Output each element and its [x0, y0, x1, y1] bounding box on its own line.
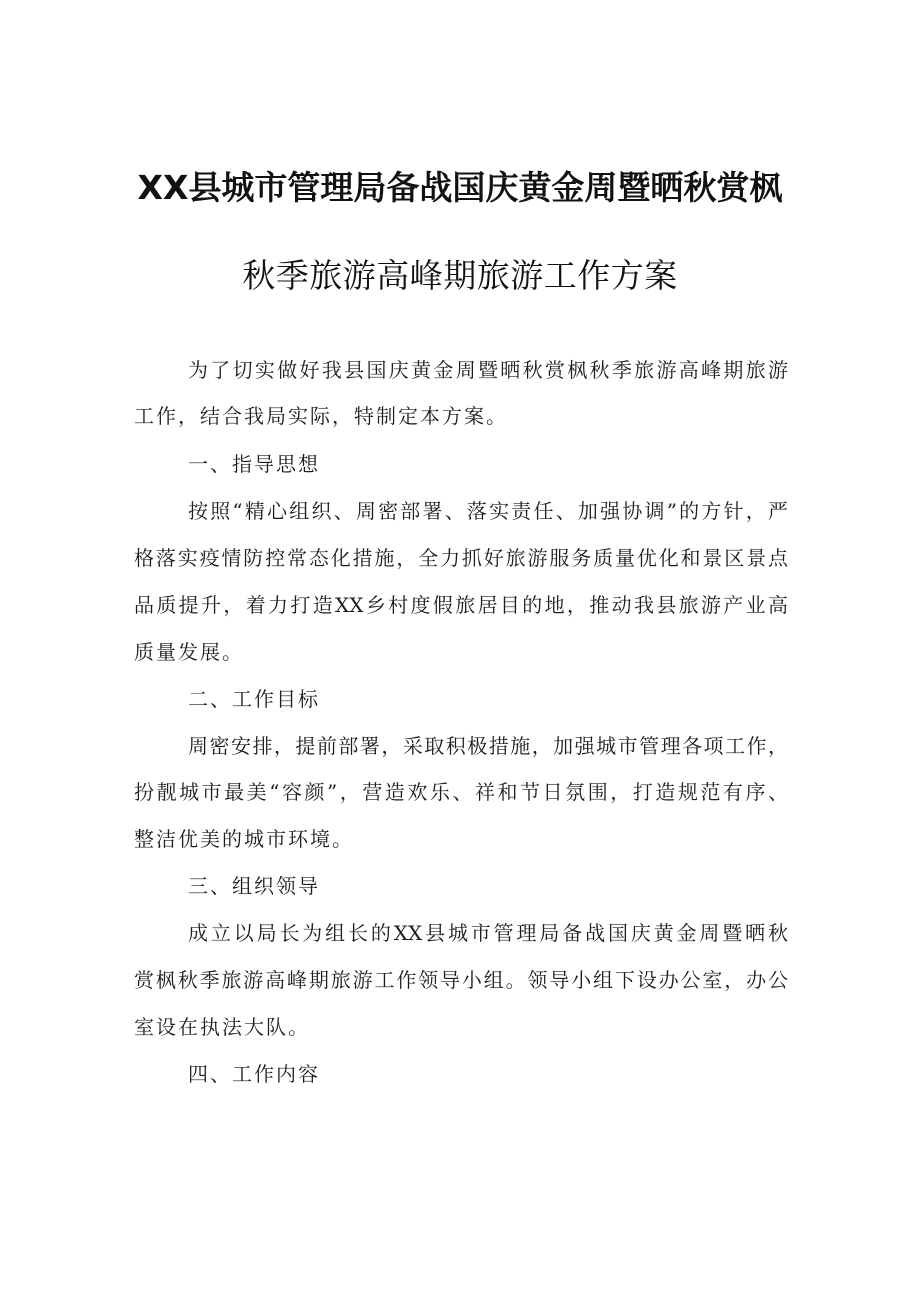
section3-paragraph-line-2: 赏枫秋季旅游高峰期旅游工作领导小组。领导小组下设办公室，办公 — [134, 968, 788, 992]
section-heading-organization-leadership: 三、组织领导 — [188, 874, 320, 898]
section1-paragraph-line-4: 质量发展。 — [134, 640, 244, 664]
section2-paragraph-line-2: 扮靓城市最美“容颜”，营造欢乐、祥和节日氛围，打造规范有序、 — [134, 780, 788, 804]
intro-paragraph-line-2: 工作，结合我局实际，特制定本方案。 — [134, 404, 508, 428]
section-heading-guiding-ideology: 一、指导思想 — [188, 452, 320, 476]
intro-paragraph-line-1: 为了切实做好我县国庆黄金周暨晒秋赏枫秋季旅游高峰期旅游 — [188, 358, 788, 382]
section3-paragraph-line-1: 成立以局长为组长的XX县城市管理局备战国庆黄金周暨晒秋 — [188, 921, 788, 945]
section1-paragraph-line-2: 格落实疫情防控常态化措施，全力抓好旅游服务质量优化和景区景点 — [134, 546, 788, 570]
section1-paragraph-line-1: 按照“精心组织、周密部署、落实责任、加强协调”的方针，严 — [188, 499, 788, 523]
document-title-line-2: 秋季旅游高峰期旅游工作方案 — [242, 256, 678, 295]
section-heading-work-goals: 二、工作目标 — [188, 687, 320, 711]
document-title-line-1: XX县城市管理局备战国庆黄金周暨晒秋赏枫 — [137, 168, 783, 207]
section-heading-work-content: 四、工作内容 — [188, 1062, 320, 1086]
section2-paragraph-line-3: 整洁优美的城市环境。 — [134, 827, 354, 851]
section2-paragraph-line-1: 周密安排，提前部署，采取积极措施，加强城市管理各项工作， — [188, 734, 788, 758]
section1-paragraph-line-3: 品质提升，着力打造XX乡村度假旅居目的地，推动我县旅游产业高 — [134, 593, 788, 617]
section3-paragraph-line-3: 室设在执法大队。 — [134, 1015, 310, 1039]
